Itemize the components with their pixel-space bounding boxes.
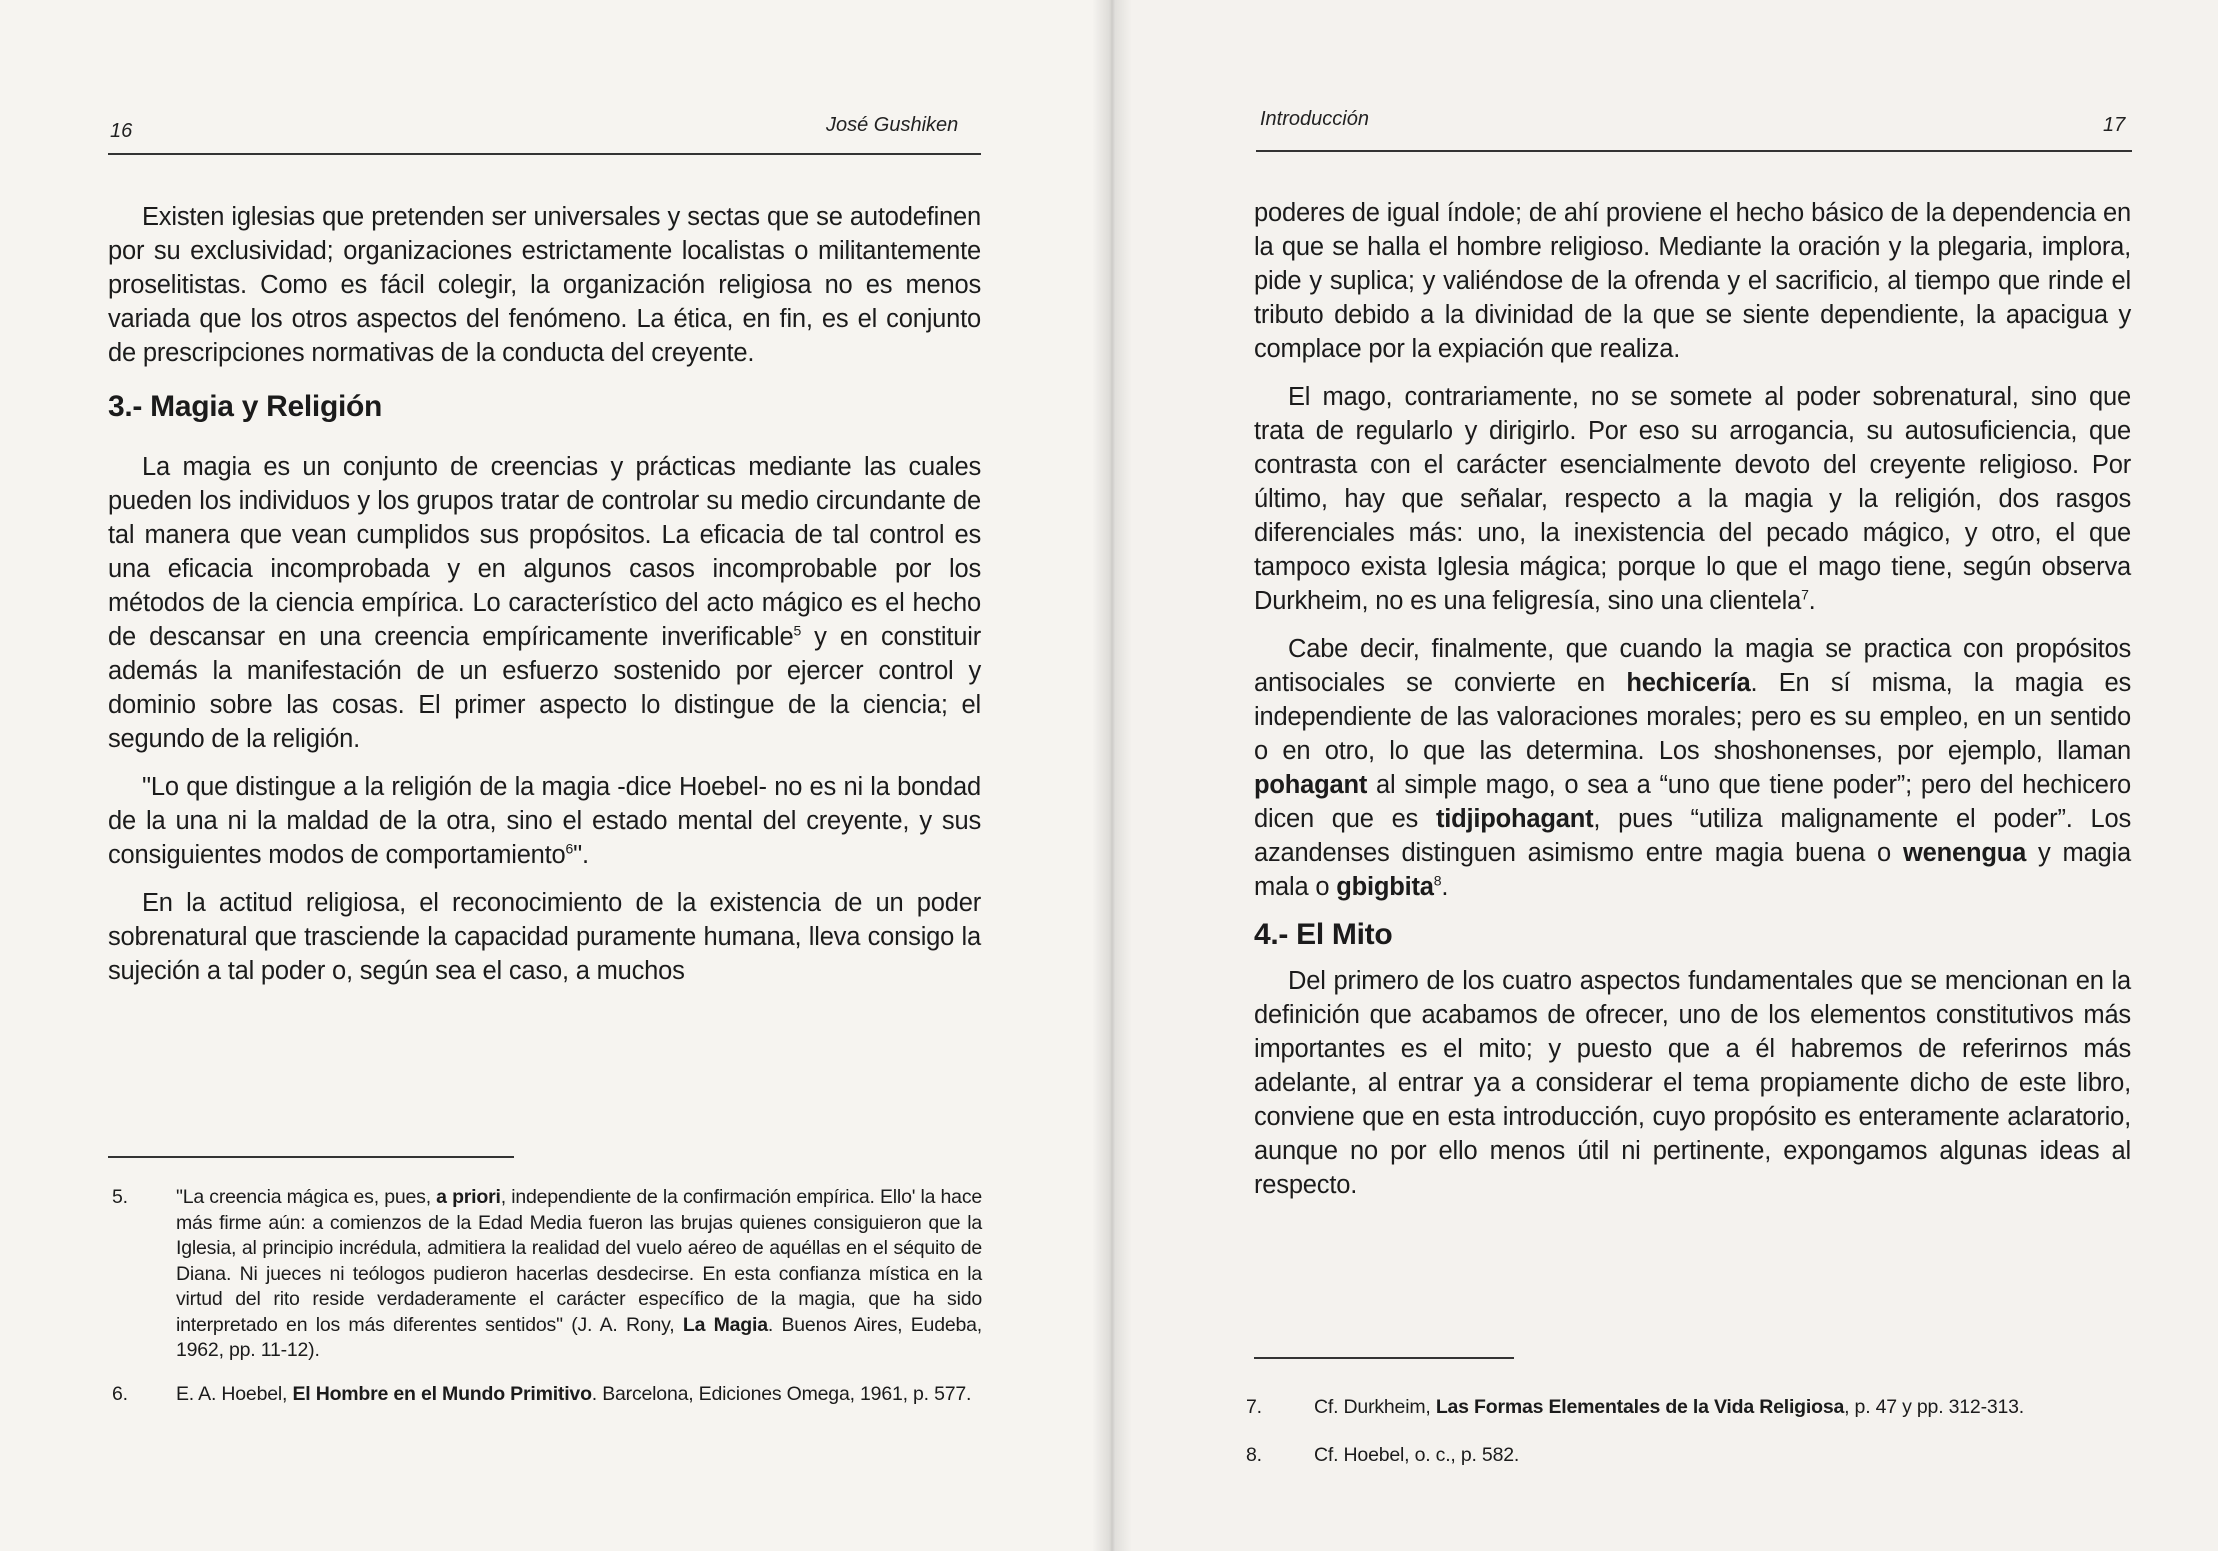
footnotes-left <box>112 1185 982 1425</box>
paragraph: Cabe decir, finalmente, que cuando la magia se practica con propósitos antisociales se convierte en hechicería. En sí misma, la magia es independiente de las valoraciones morales; pero es su empleo, en un sentido o en otro, lo que las determina. Los shoshonenses, por ejemplo, llaman pohagant al simple mago, o sea a “uno que tiene poder”; pero del hechicero dicen que es tidjipohagant, pues “utiliza malignamente el poder”. Los azandenses distinguen asimismo entre magia buena o wenengua y magia mala o gbigbita$^8$. <box>1254 635 2131 901</box>
section-heading: 3.- Magia y Religión <box>108 390 383 423</box>
footnote-rule-left <box>108 1156 514 1158</box>
footnote-ref[interactable]: 6 <box>565 840 574 857</box>
footnote-5: 5. "La creencia mágica es, pues, a priori, independiente de la confirmación empírica. Ello' la hace más firme aún: a comienzos de la Edad Media fueron las brujas quienes consiguieron que la Iglesia, al principio incrédula, admitiera la realidad del vuelo aéreo de aquéllas en el séquito de Diana. Ni jueces ni teólogos pudieron hacerlas desdecirse. En esta confianza mística en la virtud del rito reside verdaderamente el carácter específico de la magia, que ha sido interpretado en los más diferentes sentidos" (J. A. Rony, La Magia. Buenos Aires, Eudeba, 1962, pp. 11-12). <box>112 1186 983 1361</box>
paragraph: Del primero de los cuatro aspectos fundamentales que se mencionan en la definición que acabamos de ofrecer, uno de los elementos constitutivos más importantes es el mito; y puesto que a él habremos de referirnos más adelante, al entrar ya a considerar el tema propiamente dicho de este libro, conviene que en esta introducción, cuyo propósito es enteramente aclaratorio, aunque no por ello menos útil ni pertinente, expongamos algunas ideas al respecto. <box>1254 967 2131 1199</box>
paragraph: La magia es un conjunto de creencias y prácticas mediante las cuales pueden los individuos y los grupos tratar de controlar su medio circundante de tal manera que vean cumplidos sus propósitos. La eficacia de tal control es una eficacia incomprobada y en algunos casos incomprobable por los métodos de la ciencia empírica. Lo característico del acto mágico es el hecho de descansar en una creencia empíricamente inverificable$^5$ y en constituir además la manifestación de un esfuerzo sostenido por ejercer control y dominio sobre las cosas. El primer aspecto lo distingue de la ciencia; el segundo de la religión. <box>108 453 981 753</box>
paragraph: "Lo que distingue a la religión de la magia -dice Hoebel- no es ni la bondad de la una ni la maldad de la otra, sino el estado mental del creyente, y sus consiguientes modos de comportamiento$^6$". <box>108 773 981 869</box>
right-body <box>1254 196 2131 1216</box>
footnote-8: 8. Cf. Hoebel, o. c., p. 582. <box>1246 1443 1520 1466</box>
right-page <box>1109 0 2218 1551</box>
page-number-left: 16 <box>110 120 133 142</box>
paragraph: poderes de igual índole; de ahí proviene el hecho básico de la dependencia en la que se halla el hombre religioso. Mediante la oración y la plegaria, implora, pide y suplica; y valiéndose de la ofrenda y el sacrificio, al tiempo que rinde el tributo debido a la divinidad de la que se siente dependiente, la apacigua y complace por la expiación que realiza. <box>1254 199 2131 363</box>
footnote-7: 7. Cf. Durkheim, Las Formas Elementales de la Vida Religiosa, p. 47 y pp. 312-313. <box>1246 1396 2025 1418</box>
book-gutter <box>1092 0 1132 1551</box>
header-rule-right <box>1256 150 2132 152</box>
footnotes-right <box>1246 1395 2136 1486</box>
paragraph: Existen iglesias que pretenden ser universales y sectas que se autodefinen por su exclusividad; organizaciones estrictamente localistas o militantemente proselitistas. Como es fácil colegir, la organización religiosa no es menos variada que los otros aspectos del fenómeno. La ética, en fin, es el conjunto de prescripciones normativas de la conducta del creyente. <box>108 203 981 367</box>
running-head-left: José Gushiken <box>826 114 959 136</box>
footnote-ref[interactable]: 7 <box>1801 586 1809 603</box>
paragraph: El mago, contrariamente, no se somete al poder sobrenatural, sino que trata de regularlo y dirigirlo. Por eso su arrogancia, su autosuficiencia, que contrasta con el carácter esencialmente devoto del creyente religioso. Por último, hay que señalar, respecto a la magia y la religión, dos rasgos diferenciales más: uno, la inexistencia del pecado mágico, y otro, el que tampoco exista Iglesia mágica; porque lo que el mago tiene, según observa Durkheim, no es una feligresía, sino una clientela$^7$. <box>1254 383 2131 615</box>
footnote-ref[interactable]: 5 <box>793 622 802 639</box>
running-head-right: Introducción <box>1260 108 1369 130</box>
page-number-right: 17 <box>2103 114 2126 136</box>
left-body <box>108 200 981 1002</box>
footnote-6: 6. E. A. Hoebel, El Hombre en el Mundo Primitivo. Barcelona, Ediciones Omega, 1961, p. 577. <box>112 1382 972 1405</box>
header-rule-left <box>108 153 981 155</box>
paragraph: En la actitud religiosa, el reconocimiento de la existencia de un poder sobrenatural que trasciende la capacidad puramente humana, lleva consigo la sujeción a tal poder o, según sea el caso, a muchos <box>108 889 981 985</box>
footnote-rule-right <box>1254 1357 1514 1359</box>
section-heading: 4.- El Mito <box>1254 918 1393 951</box>
footnote-ref[interactable]: 8 <box>1433 872 1442 889</box>
